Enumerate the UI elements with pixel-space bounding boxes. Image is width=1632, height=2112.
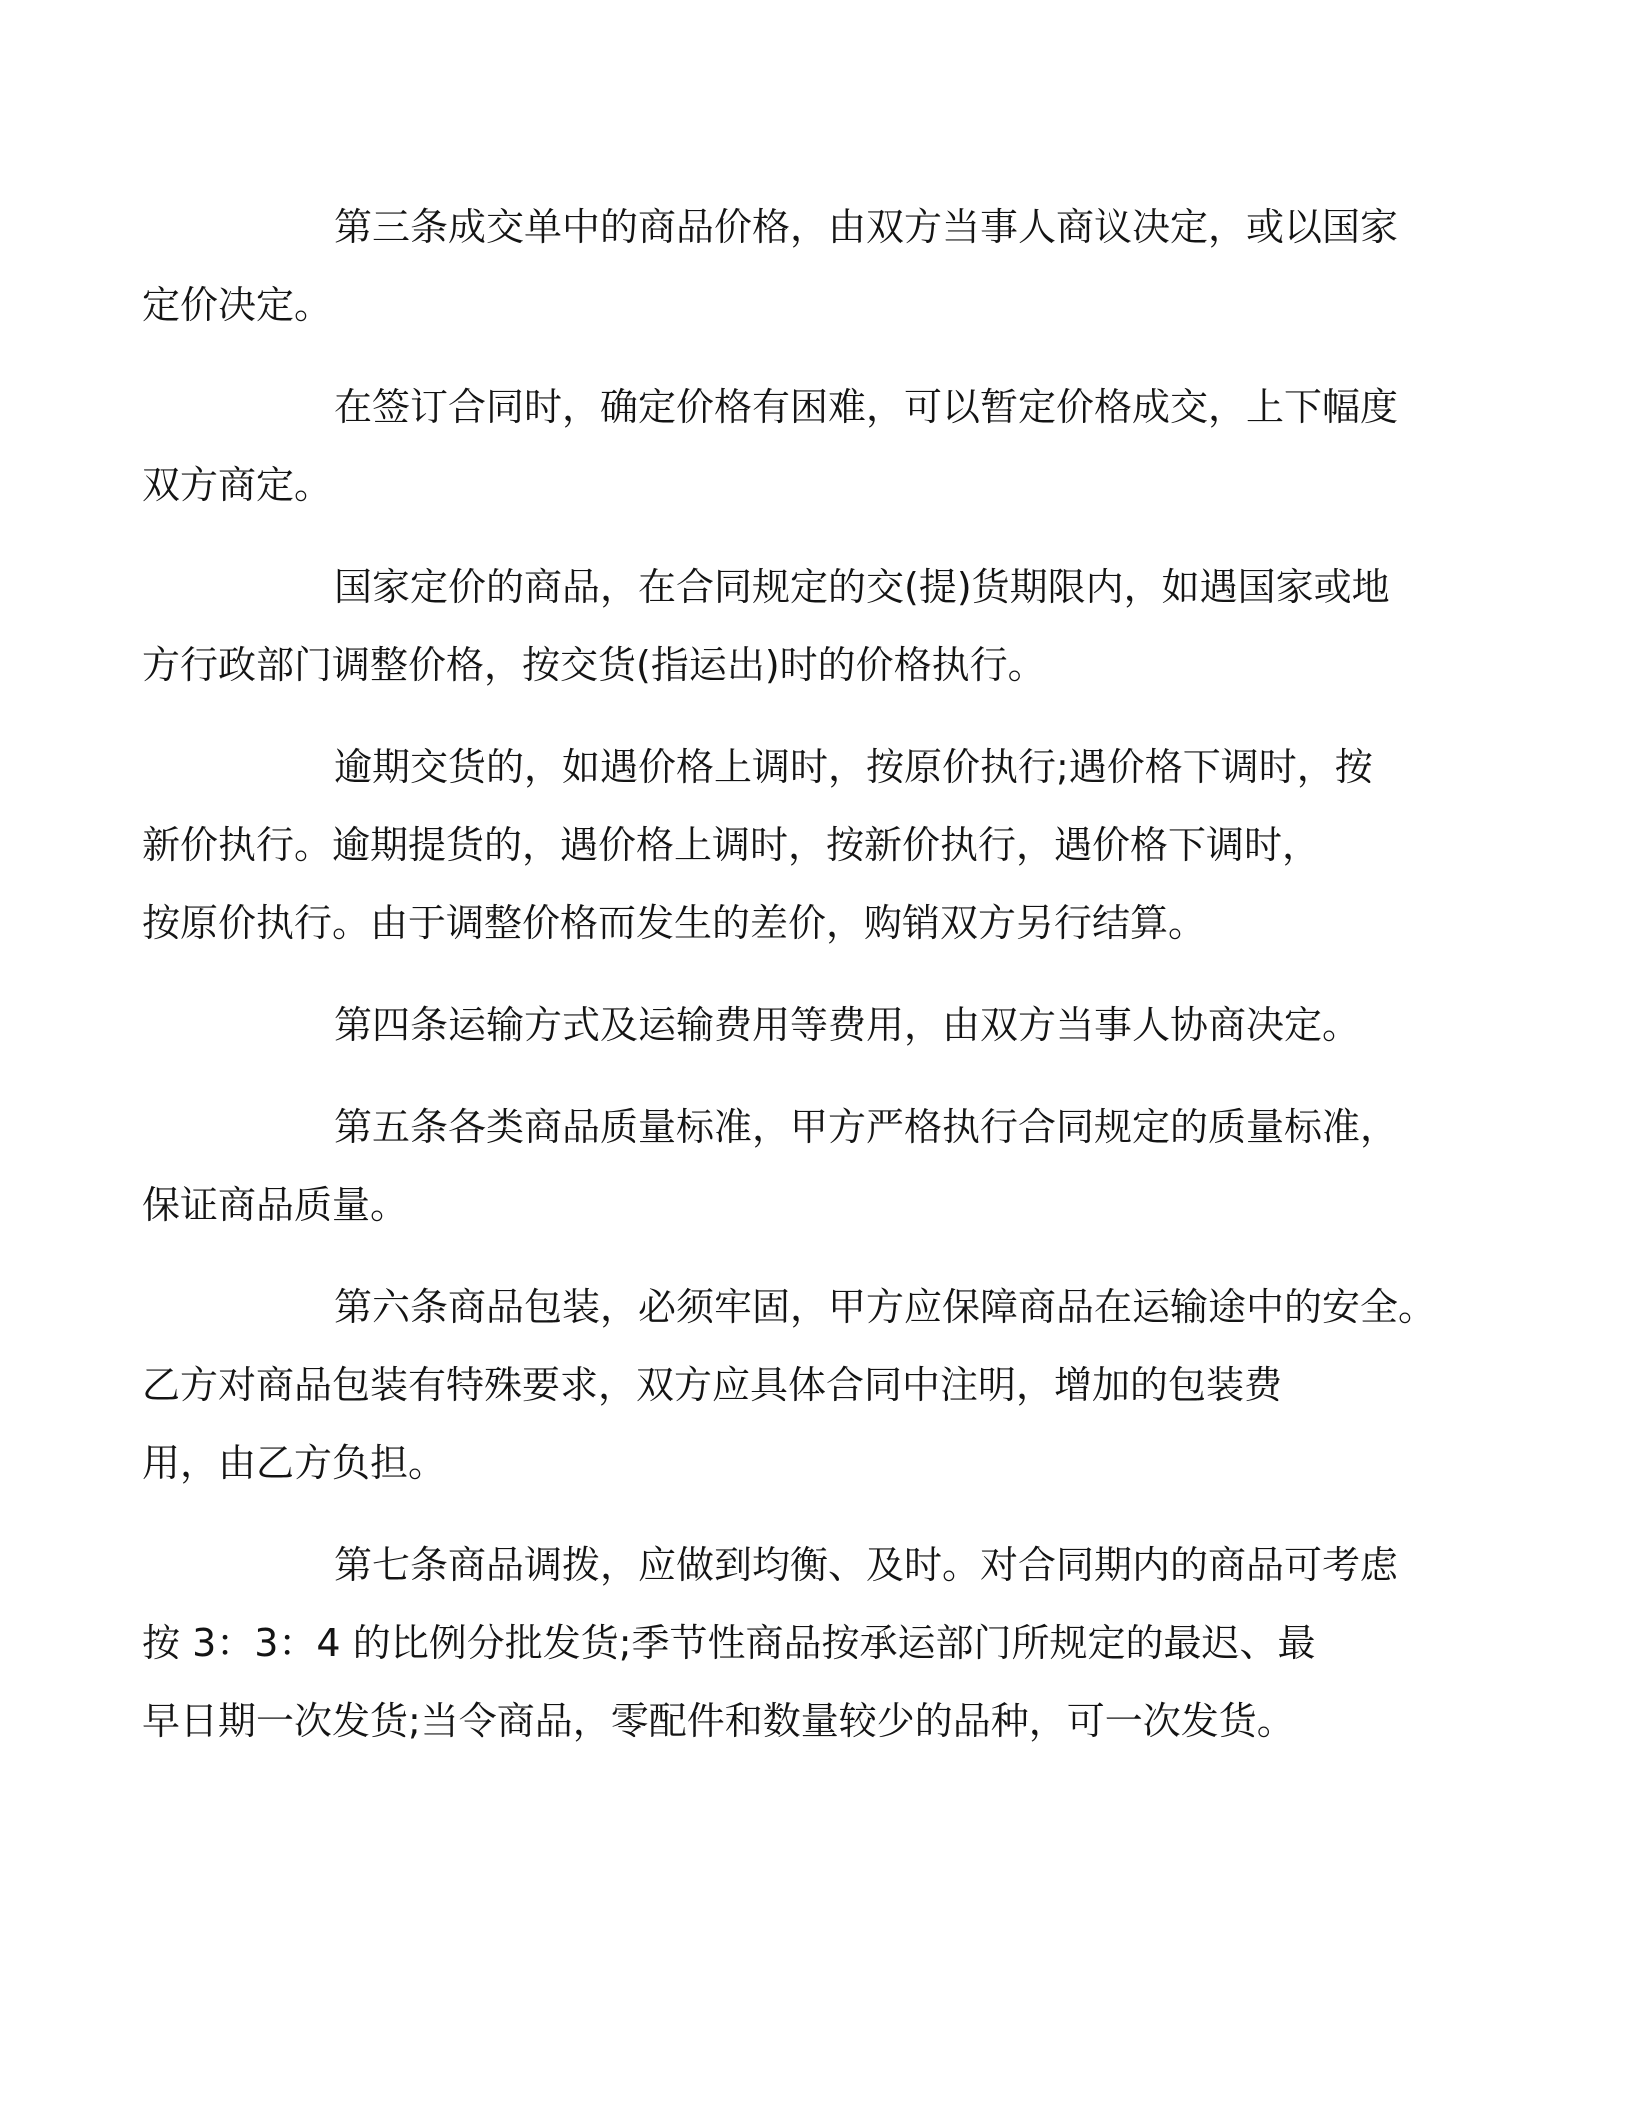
paragraph-line: 方行政部门调整价格，按交货(指运出)时的价格执行。: [142, 643, 1046, 687]
paragraph-line: 第六条商品包装，必须牢固，甲方应保障商品在运输途中的安全。: [334, 1285, 1437, 1329]
paragraph-line: 第七条商品调拨，应做到均衡、及时。对合同期内的商品可考虑: [334, 1543, 1399, 1587]
paragraph-article-3: [142, 188, 1399, 344]
paragraph-provisional-price: [142, 368, 1399, 524]
paragraph-line: 第三条成交单中的商品价格，由双方当事人商议决定，或以国家: [334, 205, 1399, 249]
paragraph-line: 第四条运输方式及运输费用等费用，由双方当事人协商决定。: [334, 1003, 1361, 1047]
paragraph-article-5: [142, 1088, 1399, 1244]
paragraph-article-6: [142, 1268, 1437, 1502]
document-body: [142, 188, 1437, 1784]
paragraph-line: 保证商品质量。: [142, 1183, 409, 1227]
paragraph-line: 国家定价的商品，在合同规定的交(提)货期限内，如遇国家或地: [334, 565, 1390, 609]
paragraph-article-4: [238, 986, 1398, 1064]
paragraph-state-pricing: [142, 548, 1398, 704]
paragraph-line: 定价决定。: [142, 283, 333, 327]
paragraph-line: 按 3：3：4 的比例分批发货;季节性商品按承运部门所规定的最迟、最: [142, 1621, 1316, 1665]
paragraph-line: 第五条各类商品质量标准，甲方严格执行合同规定的质量标准，: [334, 1105, 1399, 1149]
paragraph-line: 乙方对商品包装有特殊要求，双方应具体合同中注明，增加的包装费: [142, 1363, 1283, 1407]
paragraph-article-7: [142, 1526, 1399, 1760]
paragraph-line: 逾期交货的，如遇价格上调时，按原价执行;遇价格下调时，按: [334, 745, 1373, 789]
paragraph-line: 双方商定。: [142, 463, 333, 507]
paragraph-line: 在签订合同时，确定价格有困难，可以暂定价格成交，上下幅度: [334, 385, 1399, 429]
paragraph-overdue-delivery: [142, 728, 1398, 962]
paragraph-line: 早日期一次发货;当令商品，零配件和数量较少的品种，可一次发货。: [142, 1699, 1295, 1743]
paragraph-line: 用，由乙方负担。: [142, 1441, 447, 1485]
paragraph-line: 新价执行。逾期提货的，遇价格上调时，按新价执行，遇价格下调时，: [142, 823, 1321, 867]
paragraph-line: 按原价执行。由于调整价格而发生的差价，购销双方另行结算。: [142, 901, 1207, 945]
